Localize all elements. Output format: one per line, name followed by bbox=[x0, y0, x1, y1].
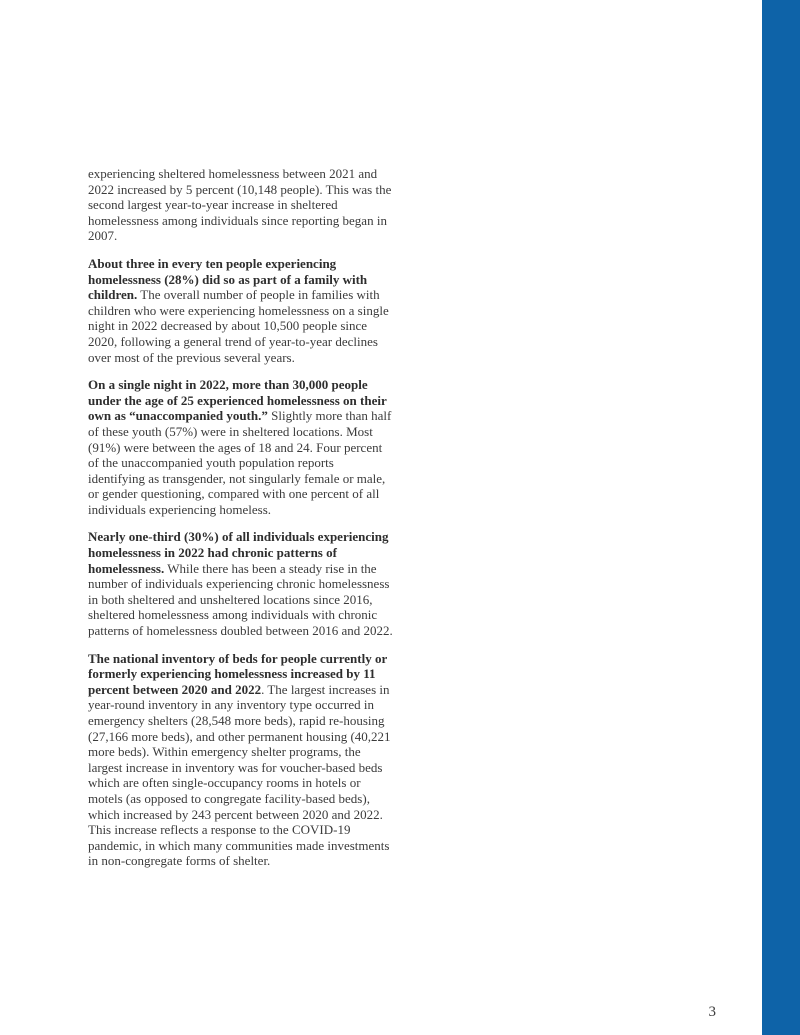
body-paragraph bbox=[88, 256, 393, 365]
paragraph-body: Slightly more than half of these youth (57%) were in sheltered locations. Most (91%) were between the ages of 18 and 24. Four percent of the unaccompanied youth population reports identifying as transgender, not singularly female or male, or gender questioning, compared with one percent of all individuals experiencing homeless. bbox=[88, 408, 392, 517]
accent-bar bbox=[762, 0, 800, 1035]
paragraph-body: While there has been a steady rise in the number of individuals experiencing chronic homelessness in both sheltered and unsheltered locations since 2016, sheltered homelessness among individuals with chronic patterns of homelessness doubled between 2016 and 2022. bbox=[88, 560, 393, 639]
paragraph-body: The overall number of people in families with children who were experiencing homelessness on a single night in 2022 decreased by about 10,500 people since 2020, following a general trend of year-to-year declines over most of the previous several years. bbox=[88, 287, 389, 365]
body-paragraph bbox=[88, 377, 393, 517]
paragraph-lead: About three in every ten people experiencing homelessness (28%) did so as part of a family with children. bbox=[88, 255, 368, 303]
page-number: 3 bbox=[708, 1004, 716, 1020]
paragraph-lead: The national inventory of beds for people currently or formerly experiencing homelessness increased by 11 percent between 2020 and 2022 bbox=[88, 650, 387, 697]
paragraph-body: experiencing sheltered homelessness between 2021 and 2022 increased by 5 percent (10,148 people). This was the second largest year-to-year increase in sheltered homelessness among individuals since reporting began in 2007. bbox=[88, 166, 392, 244]
body-paragraph bbox=[88, 166, 393, 244]
paragraph-body: . The largest increases in year-round inventory in any inventory type occurred in emergency shelters (28,548 more beds), rapid re-housing (27,166 more beds), and other permanent housing (40,221 more beds). Within emergency shelter programs, the largest increase in inventory was for voucher-based beds which are often single-occupancy rooms in hotels or motels (as opposed to congregate facility-based beds), which increased by 243 percent between 2020 and 2022. This increase reflects a response to the COVID-19 pandemic, in which many communities made investments in non-congregate forms of shelter. bbox=[88, 681, 391, 869]
paragraph-lead: Nearly one-third (30%) of all individuals experiencing homelessness in 2022 had chronic patterns of homelessness. bbox=[88, 529, 389, 576]
body-paragraph bbox=[88, 651, 393, 869]
content-column bbox=[88, 166, 393, 881]
paragraph-lead: On a single night in 2022, more than 30,000 people under the age of 25 experienced homelessness on their own as “unaccompanied youth.” bbox=[88, 377, 387, 424]
body-paragraph bbox=[88, 529, 393, 638]
